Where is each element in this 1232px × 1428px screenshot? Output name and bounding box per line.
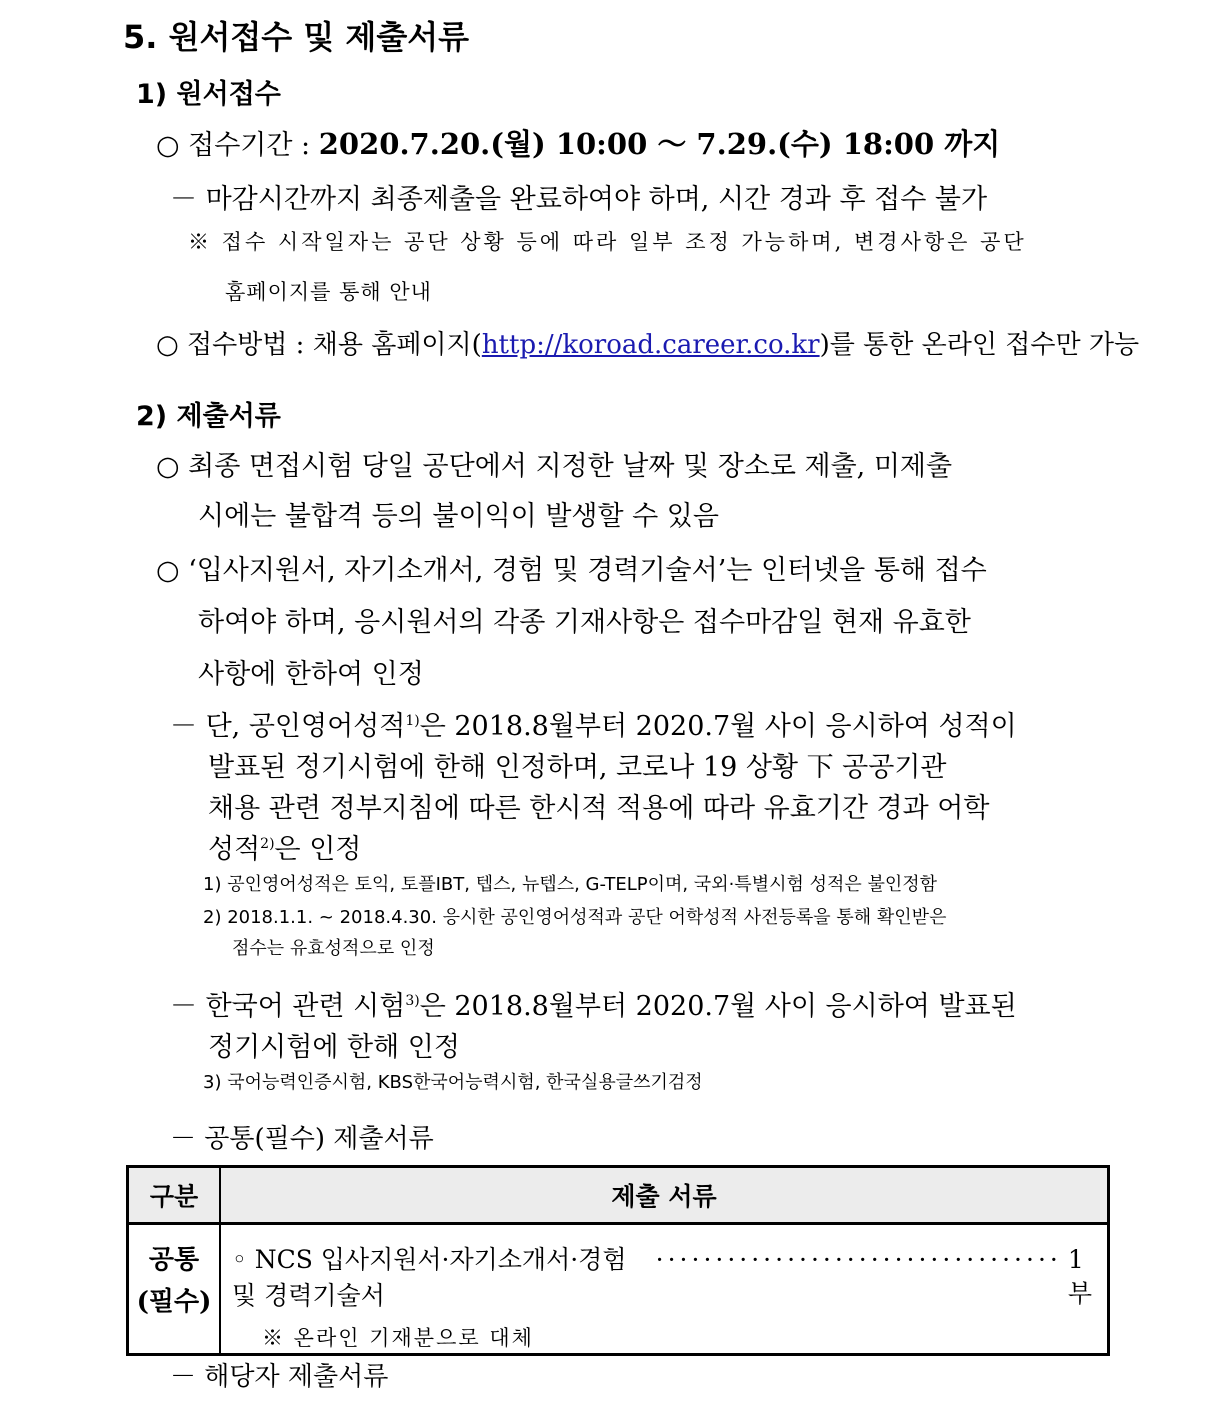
subsection-title-application: 1) 원서접수 — [136, 79, 281, 110]
korean-test-text-b: 은 2018.8월부터 2020.7월 사이 응시하여 발표된 — [419, 991, 1017, 1022]
submission-rule-line-1: ○ 최종 면접시험 당일 공단에서 지정한 날짜 및 장소로 제출, 미제출 — [156, 451, 953, 482]
document-quantity: 1부 — [1067, 1245, 1093, 1308]
english-score-text-c: 성적 — [208, 834, 261, 865]
footnote-ref-1: 1) — [405, 713, 420, 729]
english-score-line-1 — [170, 704, 1017, 743]
deadline-note: － 마감시간까지 최종제출을 완료하여야 하며, 시간 경과 후 접수 불가 — [170, 184, 988, 215]
period-label: ○ 접수기간 : — [156, 130, 319, 161]
header-documents: 제출 서류 — [220, 1167, 1109, 1224]
application-method — [156, 324, 1139, 361]
english-score-text-a: － 단, 공인영어성적 — [170, 711, 406, 742]
common-documents-label: － 공통(필수) 제출서류 — [170, 1124, 434, 1154]
online-rule-line-1: ○ ‘입사지원서, 자기소개서, 경험 및 경력기술서’는 인터넷을 통해 접수 — [156, 555, 987, 586]
notice-line-2: 홈페이지를 통해 안내 — [225, 280, 432, 304]
documents-table — [126, 1165, 1110, 1356]
career-site-link[interactable]: http://koroad.career.co.kr — [481, 330, 820, 360]
application-period — [156, 122, 1000, 163]
english-score-text-d: 은 인정 — [274, 834, 362, 865]
korean-test-line-2: 정기시험에 한해 인정 — [208, 1032, 460, 1063]
footnote-ref-3: 3) — [405, 993, 420, 1009]
document-item-name: ◦ NCS 입사지원서·자기소개서·경험 및 경력기술서 — [232, 1245, 627, 1310]
period-value: 2020.7.20.(월) 10:00 ～ 7.29.(수) 18:00 까지 — [318, 127, 1001, 161]
method-suffix: )를 통한 온라인 접수만 가능 — [819, 330, 1140, 360]
korean-test-line-1 — [170, 984, 1017, 1023]
method-prefix: ○ 접수방법 : 채용 홈페이지( — [156, 330, 482, 360]
footnote-1: 1) 공인영어성적은 토익, 토플IBT, 텝스, 뉴텝스, G-TELP이며, 국외·특별시험 성적은 불인정함 — [203, 874, 938, 895]
footnote-2-line-1: 2) 2018.1.1. ~ 2018.4.30. 응시한 공인영어성적과 공단 어학성적 사전등록을 통해 확인받은 — [203, 907, 947, 928]
row-documents — [220, 1224, 1109, 1355]
footnote-3: 3) 국어능력인증시험, KBS한국어능력시험, 한국실용글쓰기검정 — [203, 1072, 703, 1093]
english-score-line-3: 채용 관련 정부지침에 따른 한시적 적용에 따라 유효기간 경과 어학 — [208, 793, 990, 824]
table-header-row — [128, 1167, 1109, 1224]
applicable-documents-label: － 해당자 제출서류 — [170, 1362, 389, 1392]
footnote-ref-2: 2) — [260, 836, 275, 852]
footnote-2-line-2: 점수는 유효성적으로 인정 — [232, 938, 435, 959]
english-score-line-2: 발표된 정기시험에 한해 인정하며, 코로나 19 상황 下 공공기관 — [208, 752, 947, 783]
english-score-text-b: 은 2018.8월부터 2020.7월 사이 응시하여 성적이 — [419, 711, 1017, 742]
document-item-note: ※ 온라인 기재분으로 대체 — [262, 1326, 534, 1350]
online-rule-line-2: 하여야 하며, 응시원서의 각종 기재사항은 접수마감일 현재 유효한 — [198, 607, 971, 638]
section-heading: 5. 원서접수 및 제출서류 — [123, 18, 470, 56]
leader-dots: ·································· — [655, 1245, 1062, 1274]
row-category-line-2: (필수) — [136, 1287, 212, 1317]
subsection-title-documents: 2) 제출서류 — [136, 401, 281, 432]
online-rule-line-3: 사항에 한하여 인정 — [198, 659, 424, 690]
document-item — [222, 1226, 1106, 1312]
notice-line-1: ※ 접수 시작일자는 공단 상황 등에 따라 일부 조정 가능하며, 변경사항은 공단 — [188, 230, 1027, 254]
row-category-line-1: 공통 — [148, 1245, 200, 1275]
row-category — [128, 1224, 221, 1355]
submission-rule-line-2: 시에는 불합격 등의 불이익이 발생할 수 있음 — [198, 501, 719, 532]
table-row — [128, 1224, 1109, 1355]
header-category: 구분 — [128, 1167, 221, 1224]
korean-test-text-a: － 한국어 관련 시험 — [170, 991, 406, 1022]
english-score-line-4 — [208, 827, 361, 866]
